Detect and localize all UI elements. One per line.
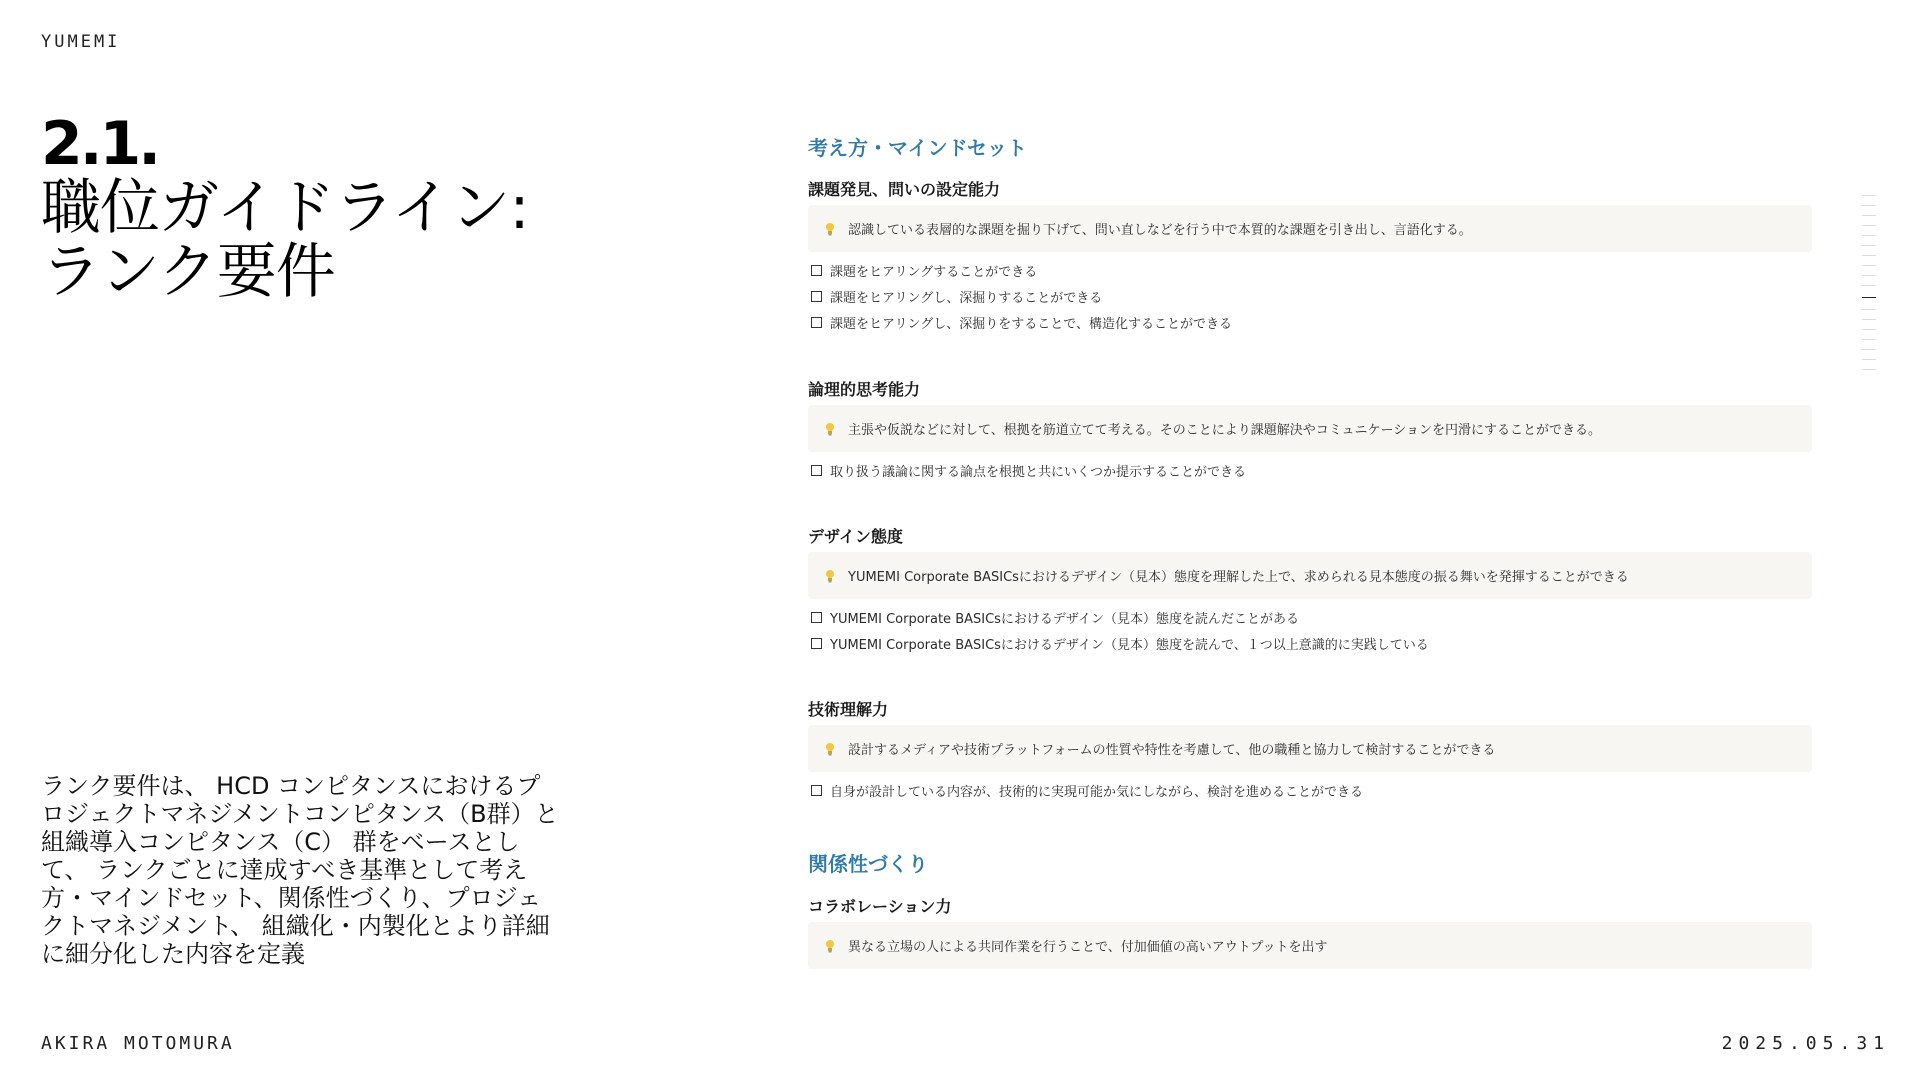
item-title: デザイン態度 bbox=[808, 527, 903, 546]
checkbox-icon[interactable] bbox=[811, 465, 822, 476]
title-line-2: ランク要件 bbox=[41, 237, 335, 307]
checkbox-icon[interactable] bbox=[811, 612, 822, 623]
checkbox-icon[interactable] bbox=[811, 638, 822, 649]
checklist-label: 自身が設計している内容が、技術的に実現可能か気にしながら、検討を進めることができる bbox=[830, 785, 1364, 800]
lightbulb-icon bbox=[822, 939, 838, 953]
title-line-1: 職位ガイドライン: bbox=[41, 173, 529, 243]
brand-logo-text: YUMEMI bbox=[41, 32, 121, 52]
checklist-item[interactable] bbox=[811, 261, 1037, 280]
checklist-item[interactable] bbox=[811, 313, 1232, 332]
outline-tick[interactable] bbox=[1862, 235, 1876, 236]
outline-tick[interactable] bbox=[1862, 195, 1876, 196]
outline-tick[interactable] bbox=[1862, 225, 1876, 226]
checklist-item[interactable] bbox=[811, 634, 1429, 653]
outline-tick[interactable] bbox=[1862, 285, 1876, 286]
item-title: コラボレーション力 bbox=[808, 897, 952, 916]
checklist-label: 課題をヒアリングし、深掘りすることができる bbox=[830, 291, 1103, 306]
outline-tick[interactable] bbox=[1862, 255, 1876, 256]
lightbulb-icon bbox=[822, 742, 838, 756]
callout-box bbox=[808, 552, 1812, 599]
slide-date: 2025.05.31 bbox=[1721, 1033, 1890, 1054]
callout-text: 主張や仮説などに対して、根拠を筋道立てて考える。そのことにより課題解決やコミュニケーションを円滑にすることができる。 bbox=[848, 423, 1601, 438]
checklist-label: 課題をヒアリングすることができる bbox=[830, 265, 1038, 280]
callout-box bbox=[808, 205, 1812, 252]
author-name: AKIRA MOTOMURA bbox=[41, 1033, 235, 1054]
outline-tick[interactable] bbox=[1862, 265, 1876, 266]
callout-text: 認識している表層的な課題を掘り下げて、問い直しなどを行う中で本質的な課題を引き出し、言語化する。 bbox=[848, 223, 1472, 238]
page-title bbox=[41, 109, 529, 307]
lightbulb-icon bbox=[822, 222, 838, 236]
checklist-label: 取り扱う議論に関する論点を根拠と共にいくつか提示することができる bbox=[830, 465, 1247, 480]
checkbox-icon[interactable] bbox=[811, 291, 822, 302]
outline-tick[interactable] bbox=[1862, 275, 1876, 276]
callout-text: 異なる立場の人による共同作業を行うことで、付加価値の高いアウトプットを出す bbox=[848, 940, 1328, 955]
item-title: 課題発見、問いの設定能力 bbox=[808, 180, 1001, 199]
item-title: 論理的思考能力 bbox=[808, 380, 921, 399]
outline-tick[interactable] bbox=[1862, 205, 1876, 206]
section-heading-relationship: 関係性づくり bbox=[808, 852, 928, 876]
checklist-item[interactable] bbox=[811, 287, 1102, 306]
outline-tick[interactable] bbox=[1862, 245, 1876, 246]
outline-tick[interactable] bbox=[1862, 339, 1876, 340]
checklist-item[interactable] bbox=[811, 461, 1246, 480]
outline-tick[interactable] bbox=[1862, 215, 1876, 216]
callout-text: YUMEMI Corporate BASICsにおけるデザイン（見本）態度を理解した上で、求められる見本態度の振る舞いを発揮することができる bbox=[848, 570, 1629, 585]
checklist-item[interactable] bbox=[811, 608, 1299, 627]
outline-tick[interactable] bbox=[1862, 319, 1876, 320]
outline-tick[interactable] bbox=[1862, 349, 1876, 350]
outline-tick-active[interactable] bbox=[1862, 297, 1876, 298]
outline-tick[interactable] bbox=[1862, 329, 1876, 330]
callout-text: 設計するメディアや技術プラットフォームの性質や特性を考慮して、他の職種と協力して検討することができる bbox=[848, 743, 1496, 758]
outline-tick[interactable] bbox=[1862, 309, 1876, 310]
section-number: 2.1. bbox=[41, 109, 159, 179]
lightbulb-icon bbox=[822, 569, 838, 583]
checkbox-icon[interactable] bbox=[811, 265, 822, 276]
checklist-label: 課題をヒアリングし、深掘りをすることで、構造化することができる bbox=[830, 317, 1232, 332]
callout-box bbox=[808, 725, 1812, 772]
section-heading-mindset: 考え方・マインドセット bbox=[808, 136, 1027, 160]
checkbox-icon[interactable] bbox=[811, 317, 822, 328]
checklist-label: YUMEMI Corporate BASICsにおけるデザイン（見本）態度を読んだことがある bbox=[830, 612, 1300, 627]
checkbox-icon[interactable] bbox=[811, 785, 822, 796]
description-text: ランク要件は、 HCD コンピタンスにおけるプロジェクトマネジメントコンピタンス（B群）と組織導入コンピタンス（C） 群をベースとして、 ランクごとに達成すべき基準として考え方・マインドセット、関係性づくり、プロジェクトマネジメント、 組織化・内製化とより詳細に細分化した内容を定義 bbox=[41, 772, 559, 968]
item-title: 技術理解力 bbox=[808, 700, 889, 719]
checklist-label: YUMEMI Corporate BASICsにおけるデザイン（見本）態度を読んで、１つ以上意識的に実践している bbox=[830, 638, 1429, 653]
lightbulb-icon bbox=[822, 422, 838, 436]
outline-tick[interactable] bbox=[1862, 369, 1876, 370]
outline-tick[interactable] bbox=[1862, 359, 1876, 360]
callout-box bbox=[808, 405, 1812, 452]
callout-box bbox=[808, 922, 1812, 969]
checklist-item[interactable] bbox=[811, 781, 1363, 800]
